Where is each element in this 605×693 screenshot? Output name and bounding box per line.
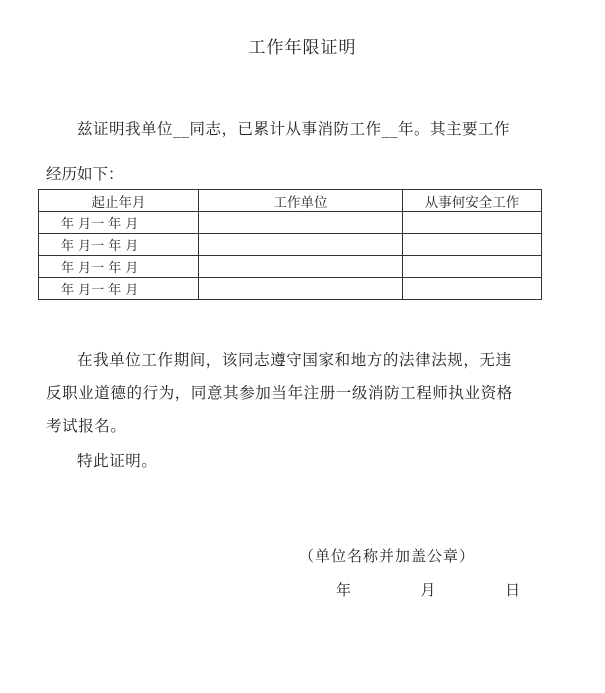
period-cell[interactable]: 年 月一 年 月 — [39, 278, 199, 300]
intro-line-2: 经历如下： — [46, 165, 124, 183]
table-row — [39, 212, 542, 234]
header-work-unit: 工作单位 — [199, 190, 403, 212]
work-unit-cell[interactable] — [199, 234, 403, 256]
header-period: 起止年月 — [39, 190, 199, 212]
period-cell[interactable]: 年 月一 年 月 — [39, 212, 199, 234]
work-history-table — [38, 189, 542, 300]
table-row — [39, 278, 542, 300]
period-cell[interactable]: 年 月一 年 月 — [39, 234, 199, 256]
document-title: 工作年限证明 — [248, 38, 357, 58]
work-unit-cell[interactable] — [199, 256, 403, 278]
work-unit-cell[interactable] — [199, 212, 403, 234]
table-header-row — [39, 190, 542, 212]
safety-work-cell[interactable] — [403, 256, 542, 278]
safety-work-cell[interactable] — [403, 212, 542, 234]
period-cell[interactable]: 年 月一 年 月 — [39, 256, 199, 278]
table-row — [39, 256, 542, 278]
intro-line-1: 兹证明我单位__同志，已累计从事消防工作__年。其主要工作 — [77, 120, 511, 138]
body-line-3: 考试报名。 — [46, 417, 127, 435]
safety-work-cell[interactable] — [403, 234, 542, 256]
date-line: 年 月 日 — [336, 581, 521, 599]
work-unit-cell[interactable] — [199, 278, 403, 300]
body-line-1: 在我单位工作期间，该同志遵守国家和地方的法律法规，无违 — [77, 351, 512, 369]
seal-note: （单位名称并加盖公章） — [299, 547, 476, 565]
safety-work-cell[interactable] — [403, 278, 542, 300]
header-safety-work: 从事何安全工作 — [403, 190, 542, 212]
closing-line: 特此证明。 — [77, 452, 158, 470]
body-line-2: 反职业道德的行为，同意其参加当年注册一级消防工程师执业资格 — [46, 384, 513, 402]
table-row — [39, 234, 542, 256]
